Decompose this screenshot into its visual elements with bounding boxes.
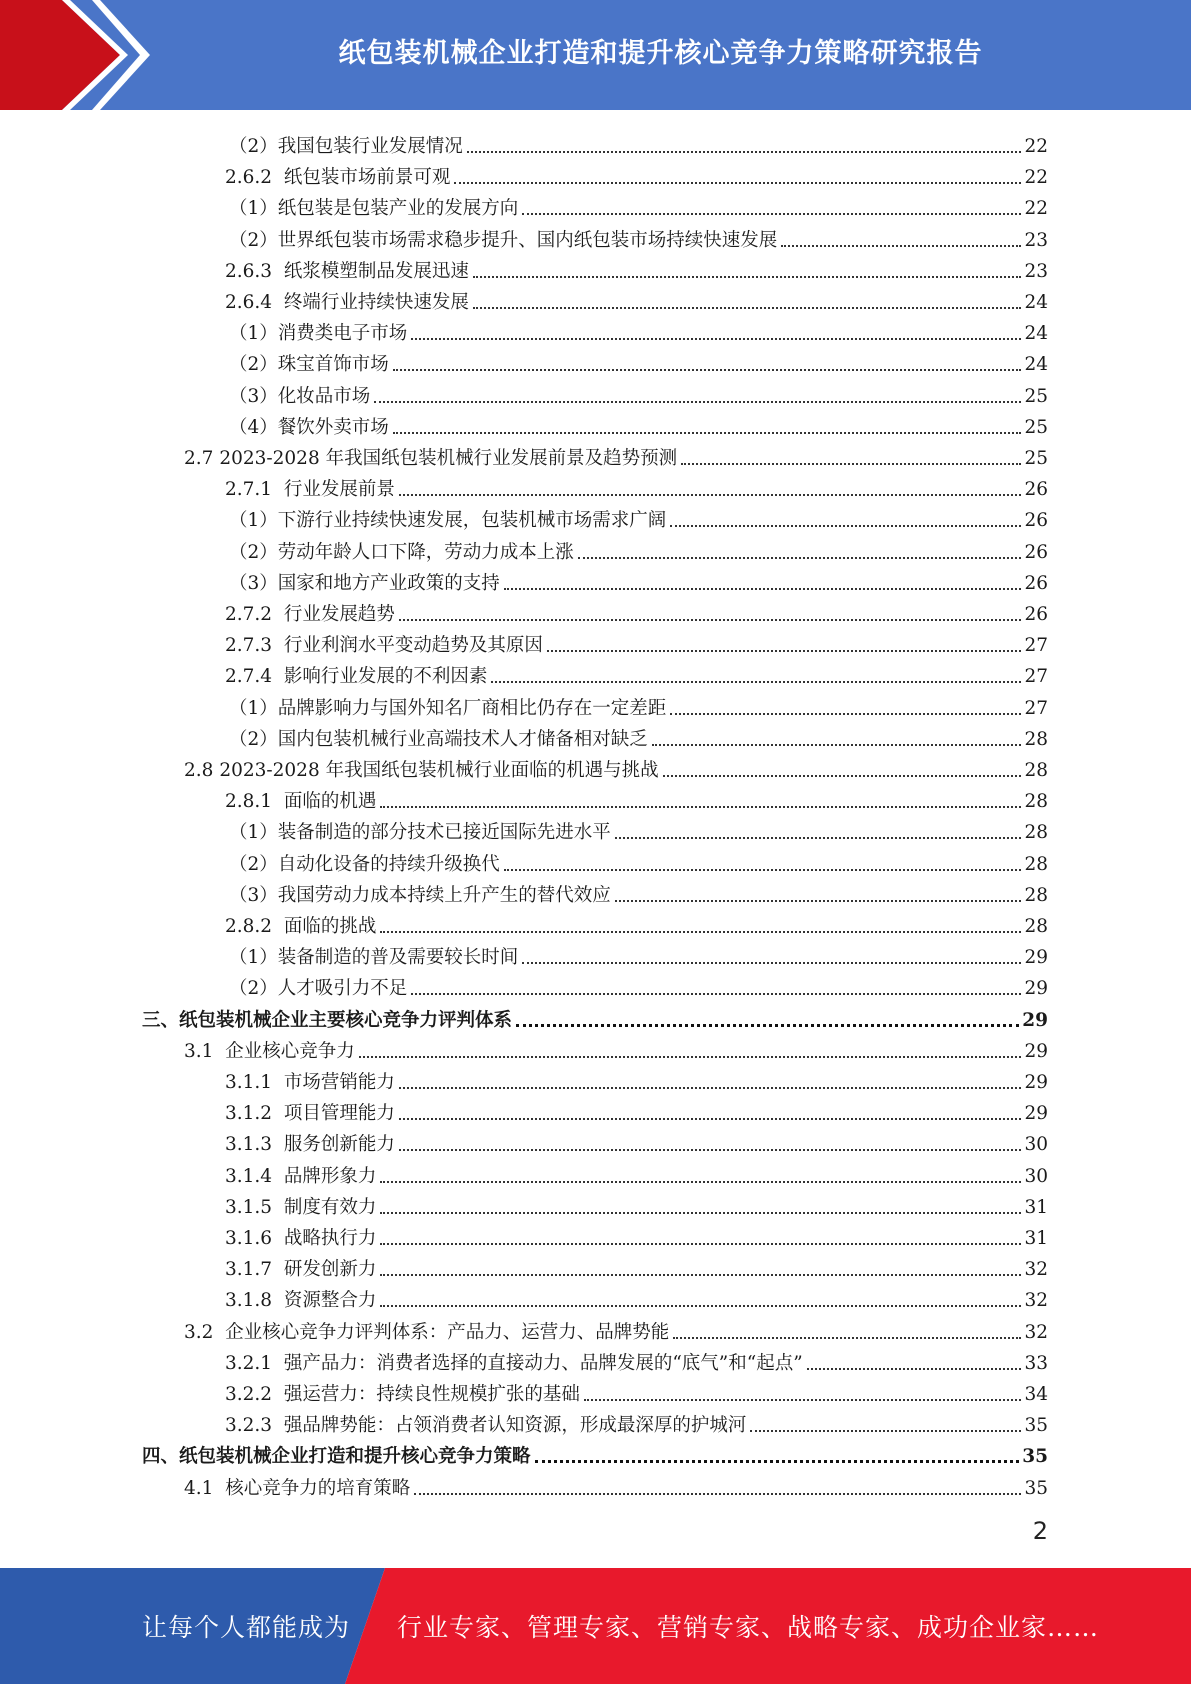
toc-dot-leader xyxy=(473,307,1022,309)
toc-dot-leader xyxy=(681,463,1021,465)
toc-dot-leader xyxy=(380,1274,1021,1276)
toc-dot-leader xyxy=(516,1024,1019,1027)
toc-dot-leader xyxy=(522,213,1021,215)
toc-entry-page: 29 xyxy=(1022,1009,1048,1031)
toc-entry[interactable] xyxy=(225,283,1048,314)
toc-entry-page: 26 xyxy=(1024,541,1048,563)
toc-entry-page: 28 xyxy=(1024,791,1048,813)
toc-entry-page: 29 xyxy=(1024,978,1048,1000)
toc-dot-leader xyxy=(359,1056,1022,1058)
toc-entry-number: 2.8 xyxy=(184,760,220,781)
toc-dot-leader xyxy=(670,525,1021,527)
toc-dot-leader xyxy=(615,837,1022,839)
toc-dot-leader xyxy=(535,1460,1020,1463)
toc-entry-page: 35 xyxy=(1022,1446,1048,1468)
toc-entry[interactable] xyxy=(225,1188,1048,1219)
toc-entry-title: 行业发展趋势 xyxy=(283,604,395,625)
toc-entry[interactable] xyxy=(229,314,1048,345)
toc-entry[interactable] xyxy=(225,252,1048,283)
toc-dot-leader xyxy=(615,900,1022,902)
toc-dot-leader xyxy=(374,401,1021,403)
toc-entry[interactable] xyxy=(184,751,1048,782)
toc-entry-page: 33 xyxy=(1024,1352,1048,1374)
toc-entry-title: 市场营销能力 xyxy=(283,1072,395,1093)
page-number: 2 xyxy=(1032,1517,1048,1545)
toc-entry[interactable] xyxy=(184,1469,1048,1500)
toc-entry-page: 28 xyxy=(1024,760,1048,781)
toc-entry-page: 27 xyxy=(1024,697,1048,719)
toc-entry-page: 28 xyxy=(1024,884,1048,906)
toc-dot-leader xyxy=(380,1181,1021,1183)
toc-entry[interactable] xyxy=(229,876,1048,907)
toc-dot-leader xyxy=(504,869,1022,871)
toc-entry-page: 27 xyxy=(1024,635,1048,657)
toc-entry-title: （1）消费类电子市场 xyxy=(229,323,408,345)
toc-entry-page: 29 xyxy=(1024,947,1048,969)
toc-dot-leader xyxy=(414,1493,1021,1495)
toc-entry-number: 2.6.3 xyxy=(225,260,284,282)
toc-entry[interactable] xyxy=(225,1157,1048,1188)
toc-entry[interactable] xyxy=(229,689,1048,720)
page-footer xyxy=(0,1568,1191,1684)
toc-dot-leader xyxy=(454,182,1021,184)
toc-entry[interactable] xyxy=(225,1281,1048,1312)
toc-entry-page: 32 xyxy=(1024,1290,1048,1312)
toc-entry-title: 战略执行力 xyxy=(283,1228,377,1249)
toc-entry-page: 25 xyxy=(1024,385,1048,407)
toc-entry-page: 25 xyxy=(1024,416,1048,438)
toc-entry-title: （1）装备制造的部分技术已接近国际先进水平 xyxy=(229,822,611,844)
toc-entry-title: 服务创新能力 xyxy=(283,1134,395,1156)
toc-entry-number: 3.2.1 xyxy=(225,1352,284,1374)
toc-entry-title: 面临的挑战 xyxy=(283,916,377,937)
toc-entry-page: 30 xyxy=(1024,1165,1048,1187)
toc-entry-title: （1）品牌影响力与国外知名厂商相比仍存在一定差距 xyxy=(229,697,667,719)
toc-entry-page: 35 xyxy=(1024,1477,1048,1499)
toc-entry-page: 29 xyxy=(1024,1103,1048,1125)
toc-entry[interactable] xyxy=(225,1219,1048,1250)
toc-entry-title: （2）自动化设备的持续升级换代 xyxy=(229,853,500,875)
toc-entry-number: 3.2.2 xyxy=(225,1384,284,1405)
toc-entry-title: 制度有效力 xyxy=(283,1196,377,1218)
toc-entry-number: 3.2 xyxy=(184,1321,226,1343)
toc-entry-page: 32 xyxy=(1024,1259,1048,1281)
toc-entry-page: 26 xyxy=(1024,572,1048,594)
toc-dot-leader xyxy=(399,1149,1022,1151)
toc-entry-title: （2）人才吸引力不足 xyxy=(229,978,408,1000)
toc-dot-leader xyxy=(670,713,1021,715)
toc-entry-page: 26 xyxy=(1024,604,1048,625)
toc-entry[interactable] xyxy=(225,782,1048,813)
toc-entry-title: （3）我国劳动力成本持续上升产生的替代效应 xyxy=(229,884,611,906)
toc-entry[interactable] xyxy=(142,1437,1048,1468)
toc-entry-page: 32 xyxy=(1024,1321,1048,1343)
toc-dot-leader xyxy=(781,245,1021,247)
toc-entry-number: 3.1.7 xyxy=(225,1259,284,1281)
toc-entry-page: 27 xyxy=(1024,666,1048,688)
toc-entry-title: （2）珠宝首饰市场 xyxy=(229,354,389,376)
toc-entry-title: 2023-2028 年我国纸包装机械行业发展前景及趋势预测 xyxy=(219,448,678,469)
toc-entry[interactable] xyxy=(229,221,1048,252)
toc-entry[interactable] xyxy=(225,1344,1048,1375)
toc-entry-title: （4）餐饮外卖市场 xyxy=(229,416,389,438)
toc-dot-leader xyxy=(399,494,1022,496)
toc-entry-number: 2.7.4 xyxy=(225,666,284,688)
toc-entry[interactable] xyxy=(225,907,1048,938)
toc-entry-number: 2.8.1 xyxy=(225,791,284,813)
toc-entry-title: 2023-2028 年我国纸包装机械行业面临的机遇与挑战 xyxy=(219,760,659,781)
toc-entry-page: 23 xyxy=(1024,229,1048,251)
toc-entry[interactable] xyxy=(225,657,1048,688)
toc-entry-page: 22 xyxy=(1024,167,1048,189)
toc-dot-leader xyxy=(807,1368,1022,1370)
toc-entry[interactable] xyxy=(229,127,1048,158)
toc-entry-title: 终端行业持续快速发展 xyxy=(283,292,469,313)
toc-entry[interactable] xyxy=(229,845,1048,876)
toc-entry[interactable] xyxy=(229,813,1048,844)
toc-entry-page: 22 xyxy=(1024,198,1048,220)
toc-entry-number: 2.6.4 xyxy=(225,292,284,313)
page-header xyxy=(0,0,1191,110)
toc-entry-title: 品牌形象力 xyxy=(283,1165,377,1187)
toc-entry-page: 23 xyxy=(1024,260,1048,282)
toc-entry-page: 26 xyxy=(1024,479,1048,501)
toc-entry-number: 4.1 xyxy=(184,1477,226,1499)
toc-entry-title: （2）劳动年龄人口下降，劳动力成本上涨 xyxy=(229,541,574,563)
toc-entry-title: 四、纸包装机械企业打造和提升核心竞争力策略 xyxy=(142,1446,531,1468)
toc-dot-leader xyxy=(411,338,1021,340)
toc-entry-title: 影响行业发展的不利因素 xyxy=(283,666,488,688)
toc-entry-title: （1）纸包装是包装产业的发展方向 xyxy=(229,198,519,220)
toc-entry[interactable] xyxy=(225,626,1048,657)
report-title: 纸包装机械企业打造和提升核心竞争力策略研究报告 xyxy=(338,37,983,69)
toc-entry-number: 3.1.2 xyxy=(225,1103,284,1125)
toc-entry-number: 3.2.3 xyxy=(225,1415,284,1437)
toc-dot-leader xyxy=(399,1118,1022,1120)
toc-dot-leader xyxy=(584,1399,1022,1401)
toc-entry-number: 2.7 xyxy=(184,448,220,469)
toc-entry-page: 28 xyxy=(1024,822,1048,844)
toc-entry-page: 24 xyxy=(1024,354,1048,376)
toc-entry-page: 25 xyxy=(1024,448,1048,469)
toc-dot-leader xyxy=(393,369,1022,371)
toc-entry-title: 强运营力：持续良性规模扩张的基础 xyxy=(283,1384,580,1405)
toc-dot-leader xyxy=(663,775,1022,777)
toc-entry-number: 2.8.2 xyxy=(225,916,284,937)
toc-entry[interactable] xyxy=(184,439,1048,470)
toc-entry[interactable] xyxy=(229,501,1048,532)
toc-entry-title: 行业利润水平变动趋势及其原因 xyxy=(283,635,543,657)
toc-entry-title: 研发创新力 xyxy=(283,1259,377,1281)
toc-entry-title: 纸浆模塑制品发展迅速 xyxy=(283,260,469,282)
toc-entry[interactable] xyxy=(225,470,1048,501)
toc-entry-page: 26 xyxy=(1024,510,1048,532)
toc-dot-leader xyxy=(380,1305,1021,1307)
toc-entry[interactable] xyxy=(229,564,1048,595)
toc-entry[interactable] xyxy=(229,408,1048,439)
toc-entry-number: 3.1.8 xyxy=(225,1290,284,1312)
footer-slogan-right: 行业专家、管理专家、营销专家、战略专家、成功企业家…… xyxy=(397,1613,1100,1642)
toc-dot-leader xyxy=(399,619,1022,621)
toc-entry[interactable] xyxy=(225,158,1048,189)
toc-dot-leader xyxy=(547,650,1022,652)
toc-entry-number: 3.1.3 xyxy=(225,1134,284,1156)
toc-entry-page: 31 xyxy=(1024,1228,1048,1249)
toc-entry-page: 35 xyxy=(1024,1415,1048,1437)
toc-entry-page: 31 xyxy=(1024,1196,1048,1218)
toc-entry[interactable] xyxy=(229,533,1048,564)
footer-slogan-left: 让每个人都能成为 xyxy=(142,1613,351,1642)
toc-entry-title: 企业核心竞争力 xyxy=(225,1040,355,1062)
toc-entry[interactable] xyxy=(229,377,1048,408)
toc-entry-title: （2）世界纸包装市场需求稳步提升、国内纸包装市场持续快速发展 xyxy=(229,229,778,251)
toc-entry-title: （2）我国包装行业发展情况 xyxy=(229,136,463,157)
toc-entry[interactable] xyxy=(184,1313,1048,1344)
toc-dot-leader xyxy=(673,1337,1021,1339)
toc-entry[interactable] xyxy=(229,189,1048,220)
toc-entry-number: 3.1 xyxy=(184,1040,226,1062)
toc-entry[interactable] xyxy=(229,720,1048,751)
toc-entry-title: （2）国内包装机械行业高端技术人才储备相对缺乏 xyxy=(229,728,648,750)
toc-dot-leader xyxy=(380,806,1021,808)
toc-entry-title: （1）下游行业持续快速发展，包装机械市场需求广阔 xyxy=(229,510,667,532)
toc-entry[interactable] xyxy=(229,345,1048,376)
toc-dot-leader xyxy=(393,432,1022,434)
toc-dot-leader xyxy=(491,681,1021,683)
toc-entry-page: 28 xyxy=(1024,728,1048,750)
toc-entry-number: 2.6.2 xyxy=(225,167,284,189)
toc-entry-title: 强产品力：消费者选择的直接动力、品牌发展的“底气”和“起点” xyxy=(283,1352,803,1374)
toc-entry[interactable] xyxy=(225,595,1048,626)
toc-entry-title: 纸包装市场前景可观 xyxy=(283,167,451,189)
toc-entry-title: 强品牌势能：占领消费者认知资源，形成最深厚的护城河 xyxy=(283,1415,747,1437)
toc-entry-number: 3.1.1 xyxy=(225,1072,284,1093)
toc-entry[interactable] xyxy=(225,1375,1048,1406)
toc-dot-leader xyxy=(652,744,1022,746)
toc-entry-page: 29 xyxy=(1024,1072,1048,1093)
toc-entry-page: 22 xyxy=(1024,136,1048,157)
toc-entry-title: 项目管理能力 xyxy=(283,1103,395,1125)
toc-entry-number: 3.1.4 xyxy=(225,1165,284,1187)
toc-entry-title: 面临的机遇 xyxy=(283,791,377,813)
toc-entry[interactable] xyxy=(225,1125,1048,1156)
toc-entry-title: 核心竞争力的培育策略 xyxy=(225,1477,411,1499)
toc-entry-page: 34 xyxy=(1024,1384,1048,1405)
toc-entry-number: 2.7.1 xyxy=(225,479,284,501)
toc-entry[interactable] xyxy=(184,1032,1048,1063)
toc-entry[interactable] xyxy=(225,1406,1048,1437)
toc-entry-number: 2.7.2 xyxy=(225,604,284,625)
toc-entry-title: （3）化妆品市场 xyxy=(229,385,371,407)
toc-dot-leader xyxy=(750,1430,1021,1432)
toc-entry[interactable] xyxy=(229,938,1048,969)
toc-dot-leader xyxy=(473,276,1022,278)
toc-entry-title: 三、纸包装机械企业主要核心竞争力评判体系 xyxy=(142,1009,513,1031)
toc-entry-page: 24 xyxy=(1024,292,1048,313)
toc-entry[interactable] xyxy=(229,969,1048,1000)
toc-entry-number: 3.1.5 xyxy=(225,1196,284,1218)
toc-entry-page: 28 xyxy=(1024,916,1048,937)
toc-entry[interactable] xyxy=(225,1250,1048,1281)
toc-entry-number: 3.1.6 xyxy=(225,1228,284,1249)
toc-dot-leader xyxy=(504,588,1022,590)
toc-dot-leader xyxy=(522,962,1021,964)
toc-dot-leader xyxy=(380,931,1021,933)
toc-entry-title: 企业核心竞争力评判体系：产品力、运营力、品牌势能 xyxy=(225,1321,670,1343)
toc-dot-leader xyxy=(467,151,1022,153)
toc-entry-page: 28 xyxy=(1024,853,1048,875)
toc-entry[interactable] xyxy=(225,1094,1048,1125)
toc-dot-leader xyxy=(380,1212,1021,1214)
toc-dot-leader xyxy=(578,557,1022,559)
toc-entry-title: 行业发展前景 xyxy=(283,479,395,501)
toc-entry-title: 资源整合力 xyxy=(283,1290,377,1312)
toc-entry-page: 24 xyxy=(1024,323,1048,345)
toc-dot-leader xyxy=(399,1087,1022,1089)
toc-entry-page: 30 xyxy=(1024,1134,1048,1156)
toc-entry-page: 29 xyxy=(1024,1040,1048,1062)
toc-entry[interactable] xyxy=(225,1063,1048,1094)
toc-entry[interactable] xyxy=(142,1001,1048,1032)
toc-dot-leader xyxy=(380,1243,1021,1245)
toc-entry-title: （1）装备制造的普及需要较长时间 xyxy=(229,947,519,969)
toc-dot-leader xyxy=(411,993,1021,995)
toc-entry-number: 2.7.3 xyxy=(225,635,284,657)
toc-entry-title: （3）国家和地方产业政策的支持 xyxy=(229,572,500,594)
